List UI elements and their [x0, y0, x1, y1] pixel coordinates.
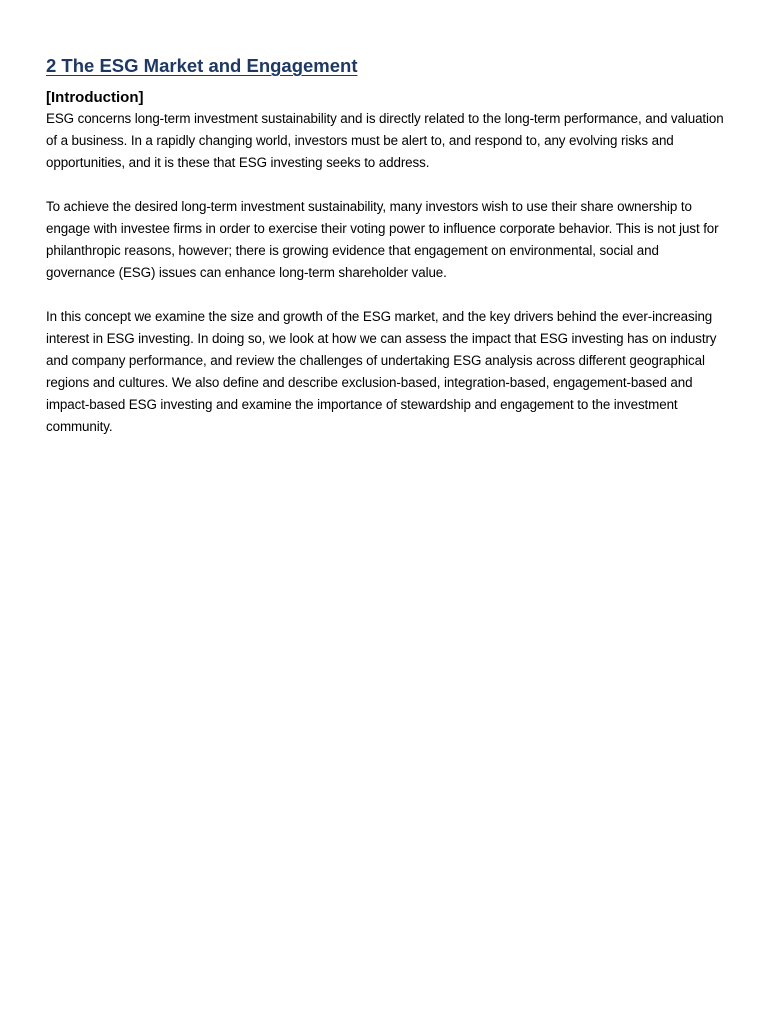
page-title: 2 The ESG Market and Engagement	[46, 55, 358, 76]
intro-paragraph-1: ESG concerns long-term investment sustainability and is directly related to the long-term performance, and valuation of a business. In a rapidly changing world, investors must be alert to, and respond to, any evolving risks and opportunities, and it is these that ESG investing seeks to address.	[46, 111, 724, 170]
document-page	[46, 52, 726, 438]
section-label-introduction: [Introduction]	[46, 89, 144, 106]
intro-paragraph-3: In this concept we examine the size and growth of the ESG market, and the key drivers behind the ever-increasing interest in ESG investing. In doing so, we look at how we can assess the impact that ESG investing has on industry and company performance, and review the challenges of undertaking ESG analysis across different geographical regions and cultures. We also define and describe exclusion-based, integration-based, engagement-based and impact-based ESG investing and examine the importance of stewardship and engagement to the investment community.	[46, 309, 717, 434]
intro-paragraph-2: To achieve the desired long-term investment sustainability, many investors wish to use their share ownership to engage with investee firms in order to exercise their voting power to influence corporate behavior. This is not just for philanthropic reasons, however; there is growing evidence that engagement on environmental, social and governance (ESG) issues can enhance long-term shareholder value.	[46, 199, 719, 280]
